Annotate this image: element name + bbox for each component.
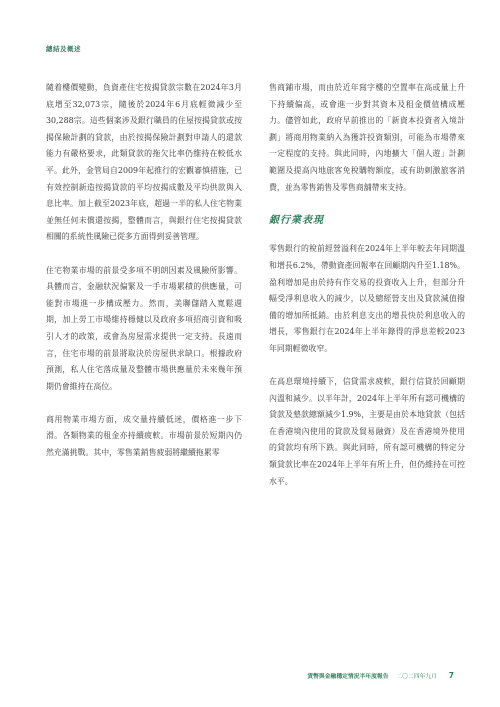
section-header: 總結及概述	[46, 45, 81, 53]
footer-date: 二〇二四年九月	[396, 674, 437, 680]
footer-publication-title: 貨幣與金融穩定情況半年度報告	[307, 674, 389, 680]
paragraph-retail-bank-profit: 零售銀行的稅前經營溢利在2024年上半年較去年同期溫和增長6.2%，帶動資產回報率在回顧期內升至1.18%。盈利增加是由於持有作交易的投資收入上升，但部分升幅受淨利息收入的減少，以及總經營支出及貸款減值撥備的增加所抵銷。由於利息支出的增長快於利息收入的增長，零售銀行在2024年上半年錄得的淨息差較2023年同期輕微收窄。	[269, 244, 465, 353]
paragraph-commercial-continued: 售商鋪市場，而由於近年寫字樓的空置率在高或量上升下持續偏高，或會進一步對其資本及租金價值構成壓力。儘管如此，政府早前推出的「新資本投資者入境計劃」將商用物業納入為獲許投資類別，可能為市場帶來一定程度的支持。與此同時，內地擴大「個人遊」計劃範圍及提高內地旅客免稅購物額度，或有助刺激旅客消費，並為零售銷售及零售商舖帶來支持。	[269, 83, 465, 192]
paragraph-commercial-property: 商用物業市場方面，成交量持續低迷，價格進一步下滑。各類物業的租金亦持續疲軟。市場前景於短期內仍然充滿挑戰。其中，零售業銷售疲弱將繼續拖累零	[46, 414, 242, 458]
paragraph-residential-negative-equity: 隨着樓價變動，負資產住宅按揭貸款宗數在2024年3月底增至32,073宗，隨後於2024年6月底輕微減少至30,288宗。這些個案涉及銀行職員的住屋按揭貸款或按揭保險計劃的貸款，由於按揭保險計劃對申請人的還款能力有嚴格要求，此類貸款的拖欠比率仍維持在較低水平。此外，金管局自2009年起推行的宏觀審慎措施，已有效控制新造按揭貸款的平均按揭成數及平均供款與入息比率。加上截至2023年底，超過一半的私人住宅物業並無任何未償還按揭，整體而言，與銀行住宅按揭貸款相關的系統性風險已從多方面得到妥善管理。	[46, 83, 242, 242]
paragraph-residential-outlook: 住宅物業市場的前景受多項不明朗因素及風險所影響。具體而言，金融狀況偏緊及一手市場累積的供應量，可能對市場進一步構成壓力。然而，美聯儲踏入寬鬆週期，加上勞工市場維持穩健以及政府多項招商引資和吸引人才的政策，或會為房屋需求提供一定支持。長遠而言，住宅市場的前景將取決於房屋供求缺口。根據政府預測，私人住宅落成量及整體市場供應量於未來幾年預期仍會維持在高位。	[46, 265, 242, 391]
paragraph-credit-demand: 在高息環境持續下，信貸需求疲軟，銀行信貸於回顧期內溫和減少。以半年計，2024年上半年所有認可機構的貸款及墊款總額減少1.9%，主要是由於本地貸款（包括在香港境內使用的貸款及貿易融資）及在香港境外使用的貸款均有所下跌。與此同時，所有認可機構的特定分類貸款比率在2024年上半年有所上升，但仍維持在可控水平。	[269, 377, 465, 486]
left-column	[46, 80, 242, 478]
page-footer	[0, 671, 454, 680]
page-number: 7	[448, 671, 454, 680]
right-column	[269, 80, 465, 507]
section-title-banking-performance: 銀行業表現	[269, 214, 324, 226]
